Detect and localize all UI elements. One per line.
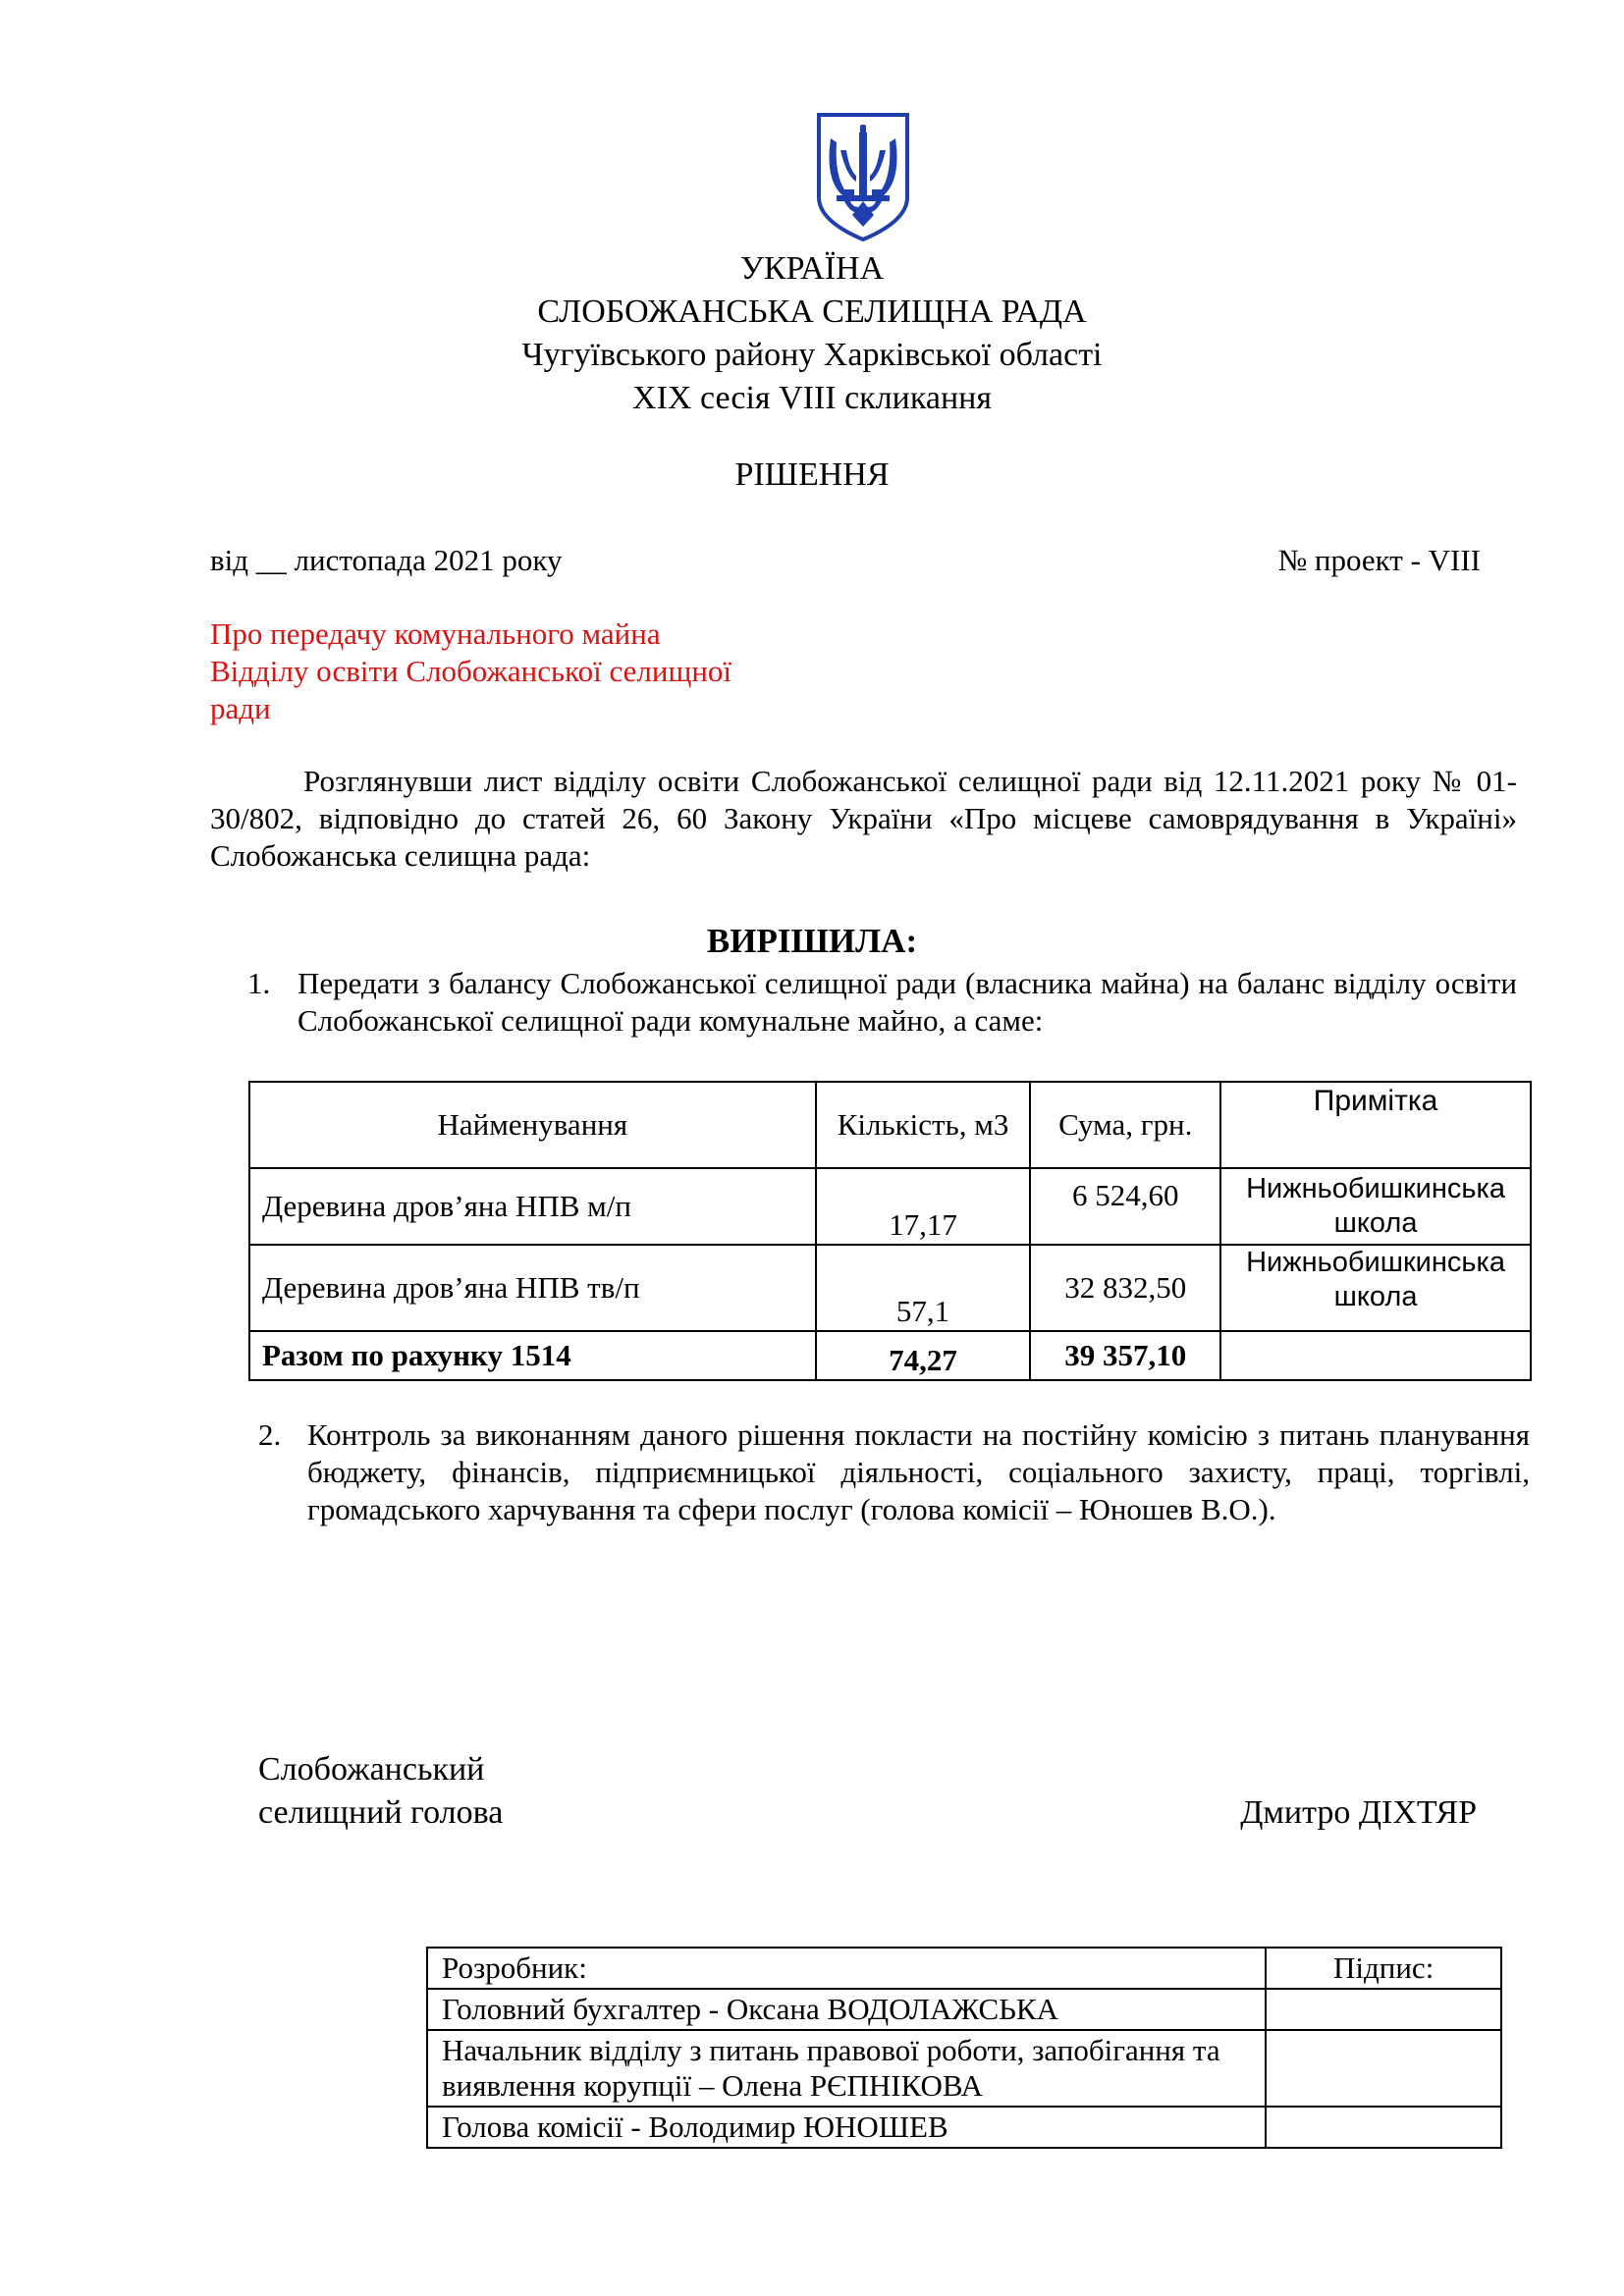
signatory-name: Дмитро ДІХТЯР [1240,1794,1477,1831]
document-type: РІШЕННЯ [734,456,890,493]
approval-person: Головний бухгалтер - Оксана ВОДОЛАЖСЬКА [427,1989,1266,2030]
row-note: Нижньобишкинська школа [1220,1245,1531,1331]
property-table [248,1081,1532,1381]
country-title: УКРАЇНА [739,250,885,287]
item-1-number: 1. [247,966,271,1000]
preamble: Розглянувши лист відділу освіти Слобожанської селищної ради від 12.11.2021 року № 01-30/802, відповідно до статей 26, 60 Закону України «Про місцеве самоврядування в Україні» Слобожанська селищна рада: [210,764,1517,873]
total-name: Разом по рахунку 1514 [249,1331,816,1380]
approval-person: Голова комісії - Володимир ЮНОШЕВ [427,2107,1266,2148]
header-name: Найменування [249,1082,816,1168]
signatory-title-line: Слобожанський [258,1751,485,1788]
total-note [1220,1331,1531,1380]
document-number: № проект - VIII [1277,543,1481,577]
approval-row [427,2030,1501,2107]
row-qty: 17,17 [816,1168,1031,1245]
developer-label: Розробник: [427,1948,1266,1989]
approval-row [427,2107,1501,2148]
session-title: XIX сесія VIII скликання [632,380,992,416]
row-note: Нижньобишкинська школа [1220,1168,1531,1245]
subject [210,615,731,727]
total-qty: 74,27 [816,1331,1031,1380]
row-sum: 6 524,60 [1030,1168,1220,1245]
row-name: Деревина дров’яна НПВ тв/п [249,1245,816,1331]
table-row [249,1168,1531,1245]
signatory-title [258,1748,503,1835]
row-qty: 57,1 [816,1245,1031,1331]
document-date: від __ листопада 2021 року [210,543,563,577]
item-2-text: Контроль за виконанням даного рішення покласти на постійну комісію з питань планування бюджету, фінансів, підприємницької діяльності, соціального захисту, праці, торгівлі, громадського харчування та сфери послуг (голова комісії – Юношев В.О.). [307,1417,1530,1526]
subject-line: ради [210,691,271,725]
table-header-row [249,1082,1531,1168]
subject-line: Відділу освіти Слобожанської селищної [210,654,732,688]
item-2-number: 2. [258,1417,282,1452]
subject-line: Про передачу комунального майна [210,616,661,651]
coat-of-arms-icon [815,111,911,243]
signature-cell [1266,1989,1501,2030]
header-sum: Сума, грн. [1030,1082,1220,1168]
row-name: Деревина дров’яна НПВ м/п [249,1168,816,1245]
table-row [249,1245,1531,1331]
council-title: СЛОБОЖАНСЬКА СЕЛИЩНА РАДА [537,294,1087,330]
approvals-header-row [427,1948,1501,1989]
table-total-row [249,1331,1531,1380]
signature-cell [1266,2107,1501,2148]
item-1-text: Передати з балансу Слобожанської селищної ради (власника майна) на баланс відділу освіти Слобожанської селищної ради комунальне майно, а саме: [298,966,1517,1038]
approval-row [427,1989,1501,2030]
header-note: Примітка [1220,1082,1531,1168]
total-sum: 39 357,10 [1030,1331,1220,1380]
district-title: Чугуївського району Харківської області [521,337,1103,373]
signature-cell [1266,2030,1501,2107]
row-sum: 32 832,50 [1030,1245,1220,1331]
approval-person: Начальник відділу з питань правової роботи, запобігання та виявлення корупції – Олена РЄПНІКОВА [427,2030,1266,2107]
header-qty: Кількість, м3 [816,1082,1031,1168]
approvals-table [426,1947,1502,2149]
signatory-title-line: селищний голова [258,1794,504,1831]
sign-label: Підпис: [1266,1948,1501,1989]
decided-heading: ВИРІШИЛА: [706,922,918,960]
